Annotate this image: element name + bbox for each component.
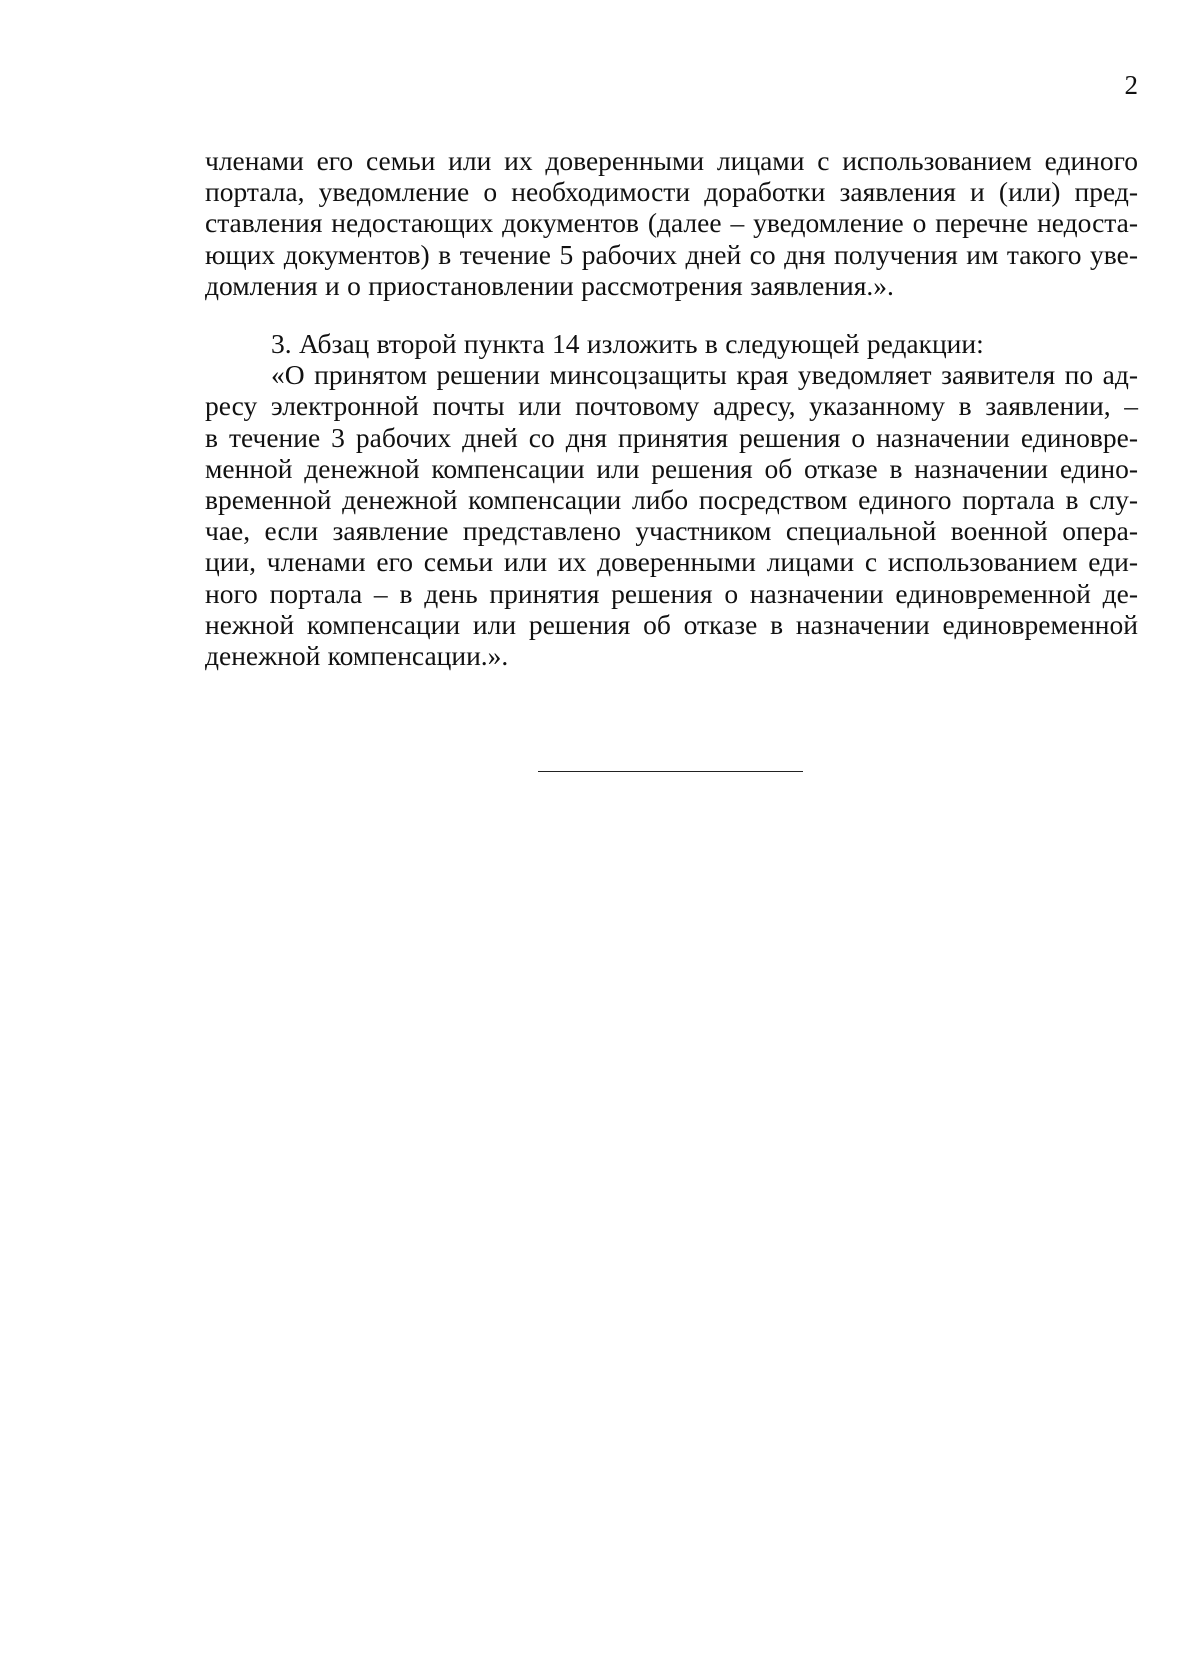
text-line: нежной компенсации или решения об отказе в назначении единовременной: [205, 608, 1138, 640]
text-line: 3. Абзац второй пункта 14 изложить в следующей редакции:: [271, 328, 984, 360]
text-line: домления и о приостановлении рассмотрения заявления.».: [205, 269, 894, 301]
text-line: портала, уведомление о необходимости доработки заявления и (или) пред-: [205, 176, 1138, 208]
text-line: временной денежной компенсации либо посредством единого портала в слу-: [205, 484, 1138, 516]
document-body: [205, 145, 1138, 671]
paragraph-continuation: [205, 145, 1138, 301]
text-line: ющих документов) в течение 5 рабочих дней со дня получения им такого уве-: [205, 238, 1138, 270]
paragraph-quoted-amendment: [205, 359, 1138, 671]
text-line: ресу электронной почты или почтовому адресу, указанному в заявлении, –: [205, 390, 1138, 422]
page-number: 2: [1124, 70, 1138, 100]
text-line: чае, если заявление представлено участником специальной военной опера-: [205, 515, 1138, 547]
text-line: членами его семьи или их доверенными лицами с использованием единого: [205, 145, 1138, 176]
end-of-text-rule: [538, 771, 803, 772]
text-line: менной денежной компенсации или решения об отказе в назначении едино-: [205, 452, 1138, 484]
text-line: «О принятом решении минсоцзащиты края уведомляет заявителя по ад-: [271, 359, 1138, 391]
paragraph-item-3: [205, 328, 1138, 359]
text-line: ции, членами его семьи или их доверенными лицами с использованием еди-: [205, 546, 1138, 578]
text-line: в течение 3 рабочих дней со дня принятия решения о назначении единовре-: [205, 421, 1138, 453]
text-line: ного портала – в день принятия решения о назначении единовременной де-: [205, 577, 1138, 609]
text-line: ставления недостающих документов (далее – уведомление о перечне недоста-: [205, 207, 1138, 239]
text-line: денежной компенсации.».: [205, 640, 509, 672]
